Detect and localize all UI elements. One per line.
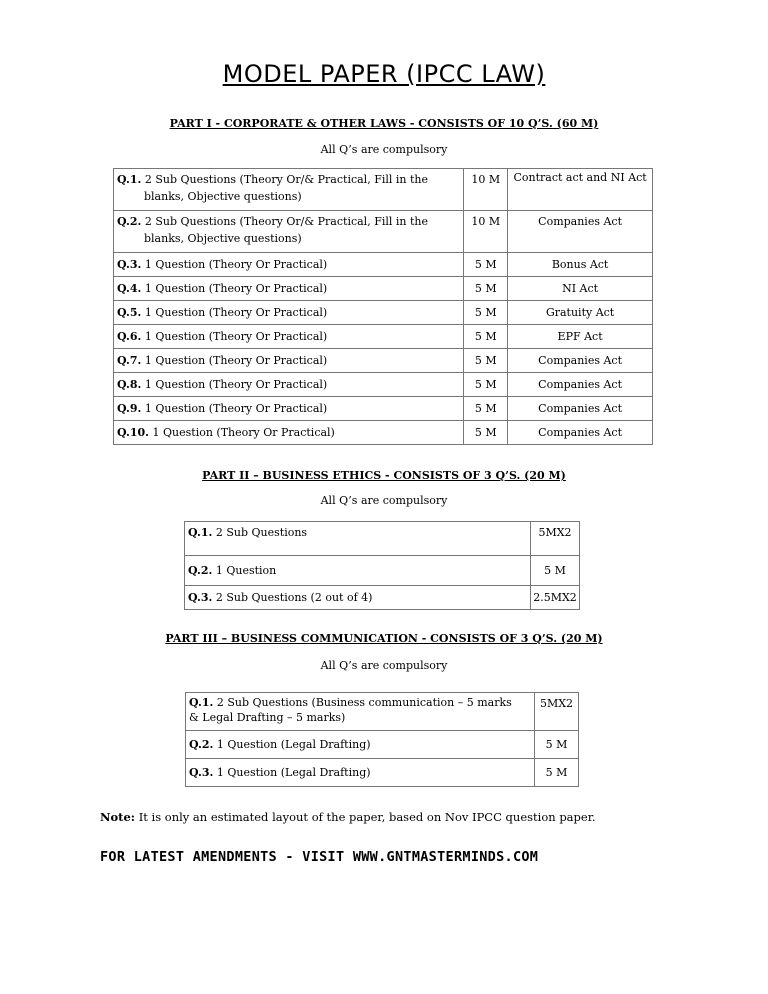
marks-cell: 5 M <box>464 325 508 349</box>
question-number: Q.9. <box>117 402 142 415</box>
question-desc-cont: & Legal Drafting – 5 marks) <box>189 711 346 724</box>
question-number: Q.2. <box>188 564 213 577</box>
table-row <box>114 301 653 325</box>
part3-subtitle: All Q’s are compulsory <box>320 659 448 672</box>
question-desc: 1 Question (Theory Or Practical) <box>144 402 328 415</box>
question-cell <box>186 693 535 731</box>
table-row <box>114 325 653 349</box>
table-row <box>186 693 579 731</box>
question-number: Q.2. <box>117 215 142 228</box>
question-cell <box>185 556 531 586</box>
question-desc: 1 Question (Legal Drafting) <box>216 766 371 779</box>
marks-cell: 5 M <box>535 759 579 787</box>
question-cell <box>114 301 464 325</box>
question-number: Q.1. <box>188 526 213 539</box>
table-row <box>185 556 580 586</box>
topic-cell: Companies Act <box>508 373 653 397</box>
marks-cell: 5 M <box>464 373 508 397</box>
marks-cell: 5 M <box>531 556 580 586</box>
question-number: Q.1. <box>117 173 142 186</box>
question-number: Q.4. <box>117 282 142 295</box>
question-desc: 2 Sub Questions (2 out of 4) <box>215 591 373 604</box>
topic-cell: NI Act <box>508 277 653 301</box>
table-row <box>185 586 580 610</box>
table-row <box>186 731 579 759</box>
marks-cell: 5 M <box>464 421 508 445</box>
question-desc: 1 Question (Legal Drafting) <box>216 738 371 751</box>
question-cell <box>185 586 531 610</box>
marks-cell: 5MX2 <box>531 522 580 556</box>
part2-heading: PART II – BUSINESS ETHICS - CONSISTS OF 3 Q’S. (20 M) <box>202 469 566 482</box>
question-desc-cont: blanks, Objective questions) <box>144 232 302 245</box>
page-title: MODEL PAPER (IPCC LAW) <box>222 60 546 88</box>
question-desc: 2 Sub Questions (Business communication – 5 marks <box>216 696 512 709</box>
question-cell <box>186 731 535 759</box>
question-desc: 1 Question (Theory Or Practical) <box>144 330 328 343</box>
marks-cell: 10 M <box>464 169 508 211</box>
footer-amendments: FOR LATEST AMENDMENTS - VISIT WWW.GNTMASTERMINDS.COM <box>100 849 539 865</box>
topic-cell: Companies Act <box>508 397 653 421</box>
table-row <box>114 349 653 373</box>
part1-table <box>113 168 653 445</box>
question-desc: 1 Question (Theory Or Practical) <box>152 426 335 439</box>
question-desc: 1 Question (Theory Or Practical) <box>144 378 328 391</box>
question-cell <box>185 522 531 556</box>
question-desc: 1 Question (Theory Or Practical) <box>144 282 328 295</box>
table-row <box>114 397 653 421</box>
question-desc: 1 Question <box>215 564 277 577</box>
part2-subtitle: All Q’s are compulsory <box>320 494 448 507</box>
table-row <box>114 421 653 445</box>
question-cell <box>114 421 464 445</box>
question-number: Q.6. <box>117 330 142 343</box>
question-number: Q.3. <box>117 258 142 271</box>
question-cell <box>114 397 464 421</box>
marks-cell: 10 M <box>464 211 508 253</box>
table-row <box>114 253 653 277</box>
marks-cell: 5 M <box>535 731 579 759</box>
question-number: Q.3. <box>188 591 213 604</box>
question-cell <box>114 253 464 277</box>
question-desc: 1 Question (Theory Or Practical) <box>144 258 328 271</box>
question-number: Q.10. <box>117 426 150 439</box>
question-desc-cont: blanks, Objective questions) <box>144 190 302 203</box>
question-number: Q.5. <box>117 306 142 319</box>
note-label: Note: <box>100 810 136 824</box>
marks-cell: 5 M <box>464 253 508 277</box>
question-desc: 2 Sub Questions (Theory Or/& Practical, Fill in the <box>144 173 428 186</box>
marks-cell: 5 M <box>464 301 508 325</box>
part3-heading: PART III – BUSINESS COMMUNICATION - CONSISTS OF 3 Q’S. (20 M) <box>165 632 603 645</box>
question-number: Q.3. <box>189 766 214 779</box>
question-cell <box>114 349 464 373</box>
topic-cell: Companies Act <box>508 421 653 445</box>
question-number: Q.1. <box>189 696 214 709</box>
marks-cell: 5 M <box>464 397 508 421</box>
topic-cell: Companies Act <box>508 349 653 373</box>
question-number: Q.7. <box>117 354 142 367</box>
table-row <box>186 759 579 787</box>
marks-cell: 5MX2 <box>535 693 579 731</box>
note-text: It is only an estimated layout of the paper, based on Nov IPCC question paper. <box>138 810 596 824</box>
table-row <box>114 211 653 253</box>
table-row <box>114 373 653 397</box>
topic-cell: Companies Act <box>508 211 653 253</box>
marks-cell: 2.5MX2 <box>531 586 580 610</box>
marks-cell: 5 M <box>464 349 508 373</box>
question-desc: 2 Sub Questions (Theory Or/& Practical, Fill in the <box>144 215 428 228</box>
note <box>100 810 596 824</box>
table-row <box>114 277 653 301</box>
question-cell <box>114 211 464 253</box>
part3-table <box>185 692 579 787</box>
part1-heading: PART I - CORPORATE & OTHER LAWS - CONSISTS OF 10 Q’S. (60 M) <box>169 117 599 130</box>
table-row <box>114 169 653 211</box>
topic-cell: Gratuity Act <box>508 301 653 325</box>
question-desc: 1 Question (Theory Or Practical) <box>144 354 328 367</box>
question-cell <box>114 277 464 301</box>
part2-table <box>184 521 580 610</box>
question-number: Q.8. <box>117 378 142 391</box>
part1-subtitle: All Q’s are compulsory <box>320 143 448 156</box>
question-cell <box>114 325 464 349</box>
question-desc: 1 Question (Theory Or Practical) <box>144 306 328 319</box>
table-row <box>185 522 580 556</box>
question-cell <box>114 169 464 211</box>
question-number: Q.2. <box>189 738 214 751</box>
question-cell <box>114 373 464 397</box>
topic-cell: Bonus Act <box>508 253 653 277</box>
marks-cell: 5 M <box>464 277 508 301</box>
question-cell <box>186 759 535 787</box>
topic-cell: EPF Act <box>508 325 653 349</box>
question-desc: 2 Sub Questions <box>215 526 308 539</box>
topic-cell: Contract act and NI Act <box>508 169 653 211</box>
